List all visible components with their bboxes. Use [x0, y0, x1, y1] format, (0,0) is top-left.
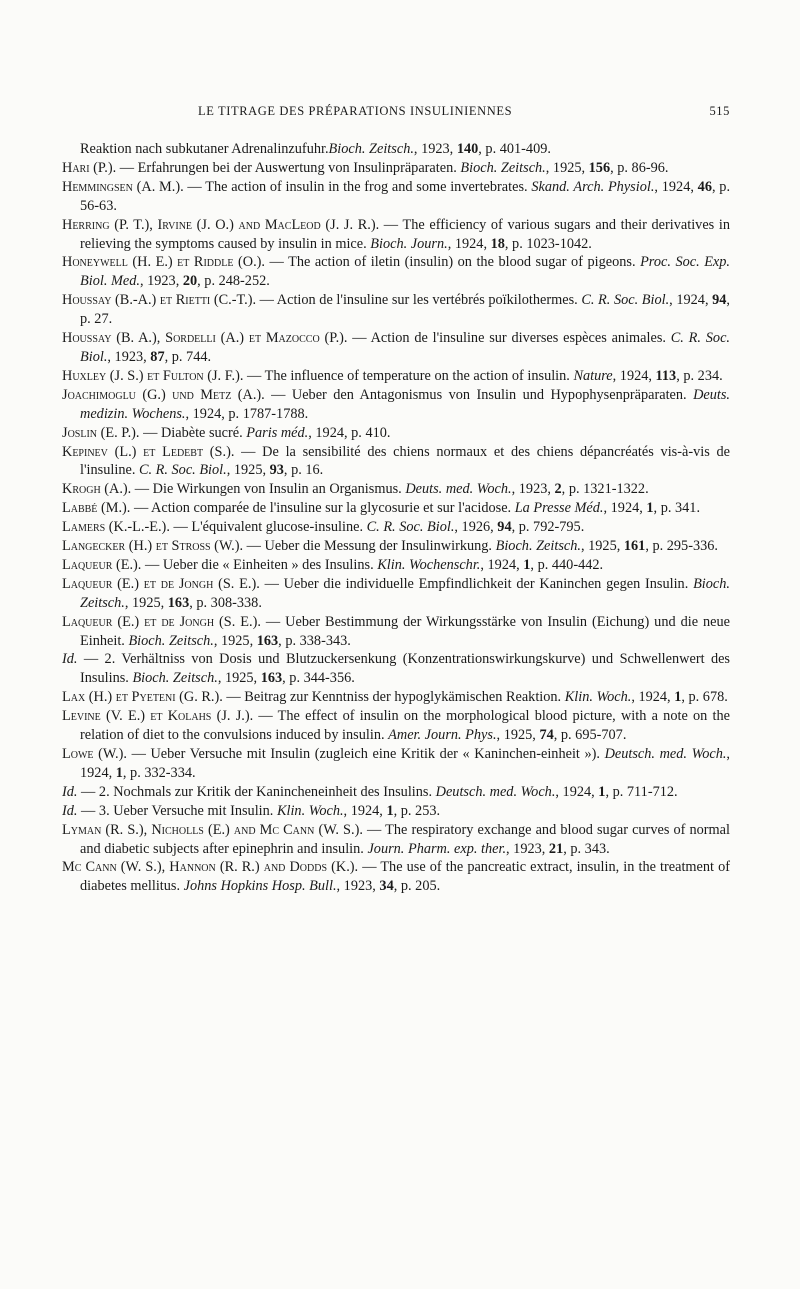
reference-pages: , p. 343. [563, 840, 610, 857]
reference-year: , 1924, [480, 556, 524, 573]
reference-title: — De la sensibilité des chiens normaux et des chiens dépancréatés vis-à-vis de l'insuline. [80, 443, 731, 479]
reference-source: Johns Hopkins Hosp. Bull. [183, 878, 337, 895]
reference-pages: , p. 440-442. [530, 556, 604, 573]
reference-year: , 1923, [511, 481, 555, 498]
reference-authors: Houssay (B.-A.) et Rietti (C.-T.). [62, 292, 257, 309]
reference-year: , 1924, [669, 292, 713, 309]
reference-pages: , p. 1023-1042. [504, 235, 592, 252]
reference-title: — 2. Verhältniss von Dosis und Blutzuckersenkung (Konzentrationswirkungskurve) und Schwellenwert des Insulins. [77, 651, 730, 687]
reference-volume: 46 [697, 178, 712, 195]
reference-entry [62, 329, 730, 367]
reference-pages: , p. 308-338. [189, 594, 262, 611]
reference-year: , 1925, [545, 159, 589, 176]
reference-pages: , p. 332-334. [122, 764, 196, 781]
reference-source: Klin. Woch. [276, 802, 344, 819]
reference-pages: , p. 711-712. [605, 783, 678, 800]
reference-authors: Hemmingsen (A. M.). [62, 178, 184, 195]
reference-pages: , p. 27. [80, 292, 730, 328]
reference-entry [62, 858, 730, 896]
reference-title: — 2. Nochmals zur Kritik der Kanincheneinheit des Insulins. [77, 783, 436, 800]
reference-pages: , p. 341. [653, 500, 701, 517]
reference-pages: , p. 401-409. [478, 141, 551, 157]
reference-title: — The action of iletin (insulin) on the blood sugar of pigeons. [264, 254, 641, 271]
reference-entry [62, 499, 730, 518]
reference-source: C. R. Soc. Biol. [581, 292, 670, 309]
reference-entry [62, 802, 730, 821]
reference-pages: , p. 1321-1322. [561, 481, 649, 498]
reference-year: , 1925, [580, 538, 624, 555]
reference-id: Id. [62, 802, 78, 819]
reference-entry [62, 178, 730, 216]
reference-volume: 140 [456, 141, 479, 157]
reference-pages: , p. 338-343. [278, 632, 351, 649]
reference-title: — Ueber Versuche mit Insulin (zugleich eine Kritik der « Kaninchen-einheit »). [126, 746, 605, 762]
reference-authors: Laqueur (E.). [62, 556, 142, 573]
reference-entry [62, 253, 730, 291]
reference-title: — L'équivalent glucose-insuline. [169, 519, 367, 536]
reference-source: Bioch. Zeitsch. [495, 538, 581, 555]
reference-id: Id. [62, 651, 78, 668]
reference-source: Klin. Woch. [564, 689, 632, 706]
reference-authors: Lamers (K.-L.-E.). [62, 519, 170, 536]
reference-entry [62, 480, 730, 499]
reference-id: Id. [62, 783, 78, 800]
reference-year: , 1926, [454, 519, 498, 536]
reference-pages: , p. 86-96. [610, 159, 669, 176]
reference-year: , 1924, [447, 235, 491, 252]
reference-source: Bioch. Zeitsch. [80, 575, 730, 611]
reference-title: — Die Wirkungen von Insulin an Organismus. [131, 481, 406, 498]
reference-title: — Ueber Bestimmung der Wirkungsstärke von Insulin (Eichung) und die neue Einheit. [80, 613, 730, 649]
reference-pages: , p. 205. [393, 878, 441, 895]
reference-source: Bioch. Zeitsch. [460, 159, 546, 176]
reference-year: , 1924, [612, 367, 656, 384]
reference-pages: , p. 295-336. [645, 538, 718, 555]
reference-year: , 1923, [413, 141, 457, 157]
reference-source: Bioch. Zeitsch. [132, 670, 218, 687]
reference-entry [62, 216, 730, 254]
reference-authors: Laqueur (E.) et de Jongh (S. E.). [62, 613, 261, 630]
reference-volume: 1 [386, 802, 394, 819]
reference-entry [62, 650, 730, 688]
reference-source: Deuts. medizin. Wochens. [80, 386, 730, 422]
reference-authors: Honeywell (H. E.) et Riddle (O.). [62, 254, 265, 271]
reference-year: , 1923, [139, 273, 183, 290]
reference-volume: 34 [379, 878, 394, 895]
reference-source: Klin. Wochenschr. [377, 556, 481, 573]
reference-pages: , p. 248-252. [197, 273, 270, 290]
reference-authors: Mc Cann (W. S.), Hannon (R. R.) and Dodds (K.). [62, 859, 359, 876]
reference-list [62, 140, 730, 896]
reference-source: Nature [573, 367, 613, 384]
reference-volume: 20 [182, 273, 198, 290]
reference-title: — The influence of temperature on the action of insulin. [243, 367, 574, 384]
reference-title: — Ueber die « Einheiten » des Insulins. [141, 556, 378, 573]
reference-authors: Herring (P. T.), Irvine (J. O.) and MacLeod (J. J. R.). [62, 216, 380, 233]
reference-volume: 94 [712, 292, 727, 309]
reference-volume: 163 [256, 632, 279, 649]
reference-source: Bioch. Zeitsch. [328, 141, 414, 157]
reference-authors: Labbé (M.). [62, 500, 131, 517]
reference-source: C. R. Soc. Biol. [138, 462, 227, 479]
reference-title: — Erfahrungen bei der Auswertung von Insulinpräparaten. [116, 159, 461, 176]
reference-pages: , p. 56-63. [80, 178, 731, 214]
reference-source: Proc. Soc. Exp. Biol. Med. [80, 254, 730, 290]
reference-entry [62, 291, 730, 329]
reference-authors: Krogh (A.). [62, 481, 132, 498]
reference-authors: Joachimoglu (G.) und Metz (A.). [62, 386, 265, 403]
reference-title: — Action de l'insuline sur les vertébrés poïkilothermes. [256, 292, 582, 309]
reference-authors: Lax (H.) et Pyeteni (G. R.). [62, 689, 223, 706]
reference-pages: , p. 744. [164, 348, 212, 365]
reference-year: , 1924, [80, 746, 730, 781]
reference-volume: 74 [539, 727, 554, 744]
reference-title: — Diabète sucré. [139, 424, 247, 441]
running-title: LE TITRAGE DES PRÉPARATIONS INSULINIENNES [198, 104, 513, 118]
reference-authors: Houssay (B. A.), Sordelli (A.) et Mazocco (P.). [62, 330, 348, 347]
reference-source: C. R. Soc. Biol. [80, 330, 730, 365]
reference-entry [62, 518, 730, 537]
reference-source: C. R. Soc. Biol. [366, 519, 455, 536]
reference-entry [62, 424, 730, 443]
reference-year: , 1923, [506, 840, 549, 857]
reference-volume: 21 [548, 840, 564, 857]
reference-year: , 1924, p. 410. [308, 424, 391, 441]
reference-source: Deutsch. med. Woch. [435, 783, 556, 800]
reference-volume: 93 [269, 462, 284, 479]
reference-entry [62, 707, 730, 745]
reference-volume: 163 [167, 594, 190, 611]
reference-title: Reaktion nach subkutaner Adrenalinzufuhr. [80, 141, 329, 157]
reference-entry [62, 821, 730, 859]
reference-source: Deuts. med. Woch. [405, 481, 512, 498]
reference-authors: Hari (P.). [62, 159, 117, 176]
reference-pages: , p. 16. [283, 462, 324, 479]
reference-entry [62, 386, 730, 424]
reference-title: — The respiratory exchange and blood sugar curves of normal and diabetic subjects after epinephrin and insulin. [80, 821, 730, 857]
reference-pages: , p. 253. [393, 802, 441, 819]
reference-entry [62, 575, 730, 613]
reference-year: , 1925, [217, 670, 261, 687]
reference-year: , 1924, [631, 689, 675, 706]
reference-volume: 18 [490, 235, 505, 252]
reference-entry [62, 140, 730, 159]
reference-title: — The action of insulin in the frog and some invertebrates. [183, 178, 532, 195]
reference-year: , 1925, [213, 632, 257, 649]
reference-volume: 163 [260, 670, 283, 687]
reference-volume: 87 [150, 348, 165, 365]
reference-authors: Levine (V. E.) et Kolahs (J. J.). [62, 708, 254, 725]
reference-volume: 94 [497, 519, 512, 536]
reference-source: Amer. Journ. Phys. [388, 727, 497, 744]
reference-volume: 1 [523, 556, 531, 573]
reference-title: — The use of the pancreatic extract, insulin, in the treatment of diabetes mellitus. [80, 859, 730, 895]
reference-authors: Langecker (H.) et Stross (W.). [62, 538, 244, 555]
reference-authors: Lyman (R. S.), Nicholls (E.) and Mc Cann (W. S.). [62, 821, 363, 838]
reference-year: , 1923, [336, 878, 380, 895]
reference-entry [62, 443, 730, 481]
reference-year: , 1923, [107, 348, 151, 365]
reference-entry [62, 745, 730, 783]
reference-volume: 1 [674, 689, 682, 706]
reference-year: , 1925, [226, 462, 270, 479]
reference-pages: , p. 792-795. [511, 519, 585, 536]
reference-entry [62, 367, 730, 386]
reference-source: Bioch. Journ. [370, 235, 448, 252]
reference-volume: 161 [623, 538, 646, 555]
reference-source: Skand. Arch. Physiol. [531, 178, 655, 195]
reference-year: , 1925, [496, 727, 540, 744]
reference-year: , 1924, [654, 178, 698, 195]
reference-title: — The effect of insulin on the morphological blood picture, with a note on the relation of diet to the convulsions induced by insulin. [80, 708, 730, 744]
reference-volume: 1 [598, 783, 606, 800]
reference-source: Deutsch. med. Woch. [604, 746, 727, 762]
reference-title: — 3. Ueber Versuche mit Insulin. [77, 802, 277, 819]
reference-entry [62, 556, 730, 575]
reference-authors: Laqueur (E.) et de Jongh (S. E.). [62, 575, 260, 592]
reference-year: , 1924, [343, 802, 387, 819]
reference-title: — Action de l'insuline sur diverses espèces animales. [347, 330, 671, 347]
reference-title: — The efficiency of various sugars and their derivatives in relieving the symptoms caused by insulin in mice. [80, 216, 731, 252]
reference-volume: 156 [588, 159, 611, 176]
reference-entry [62, 537, 730, 556]
reference-source: Paris méd. [246, 424, 309, 441]
reference-entry [62, 613, 730, 651]
reference-pages: , p. 695-707. [553, 727, 627, 744]
reference-title: — Ueber die individuelle Empfindlichkeit der Kaninchen gegen Insulin. [259, 575, 694, 592]
reference-title: — Beitrag zur Kenntniss der hypoglykämischen Reaktion. [222, 689, 565, 706]
reference-entry [62, 783, 730, 802]
reference-source: Journ. Pharm. exp. ther. [367, 840, 507, 857]
reference-year: , 1924, [603, 500, 647, 517]
page-number: 515 [709, 104, 730, 118]
reference-authors: Huxley (J. S.) et Fulton (J. F.). [62, 367, 244, 384]
reference-source: La Presse Méd. [514, 500, 604, 517]
reference-source: Bioch. Zeitsch. [128, 632, 214, 649]
reference-year: , 1924, [555, 783, 599, 800]
reference-title: — Action comparée de l'insuline sur la glycosurie et sur l'acidose. [130, 500, 515, 517]
reference-volume: 113 [655, 367, 677, 384]
reference-authors: Lowe (W.). [62, 746, 127, 762]
reference-year: , 1925, [124, 594, 168, 611]
reference-pages: , p. 678. [681, 689, 728, 706]
reference-authors: Kepinev (L.) et Ledebt (S.). [62, 443, 235, 460]
reference-authors: Joslin (E. P.). [62, 424, 140, 441]
reference-volume: 1 [115, 764, 123, 781]
reference-pages: , p. 234. [676, 367, 723, 384]
reference-title: — Ueber den Antagonismus von Insulin und Hypophysenpräparaten. [264, 386, 694, 403]
reference-entry [62, 159, 730, 178]
reference-year: , 1924, p. 1787-1788. [185, 405, 309, 422]
reference-pages: , p. 344-356. [282, 670, 355, 687]
reference-volume: 1 [646, 500, 654, 517]
reference-title: — Ueber die Messung der Insulinwirkung. [243, 538, 496, 555]
reference-volume: 2 [554, 481, 562, 498]
reference-entry [62, 688, 730, 707]
